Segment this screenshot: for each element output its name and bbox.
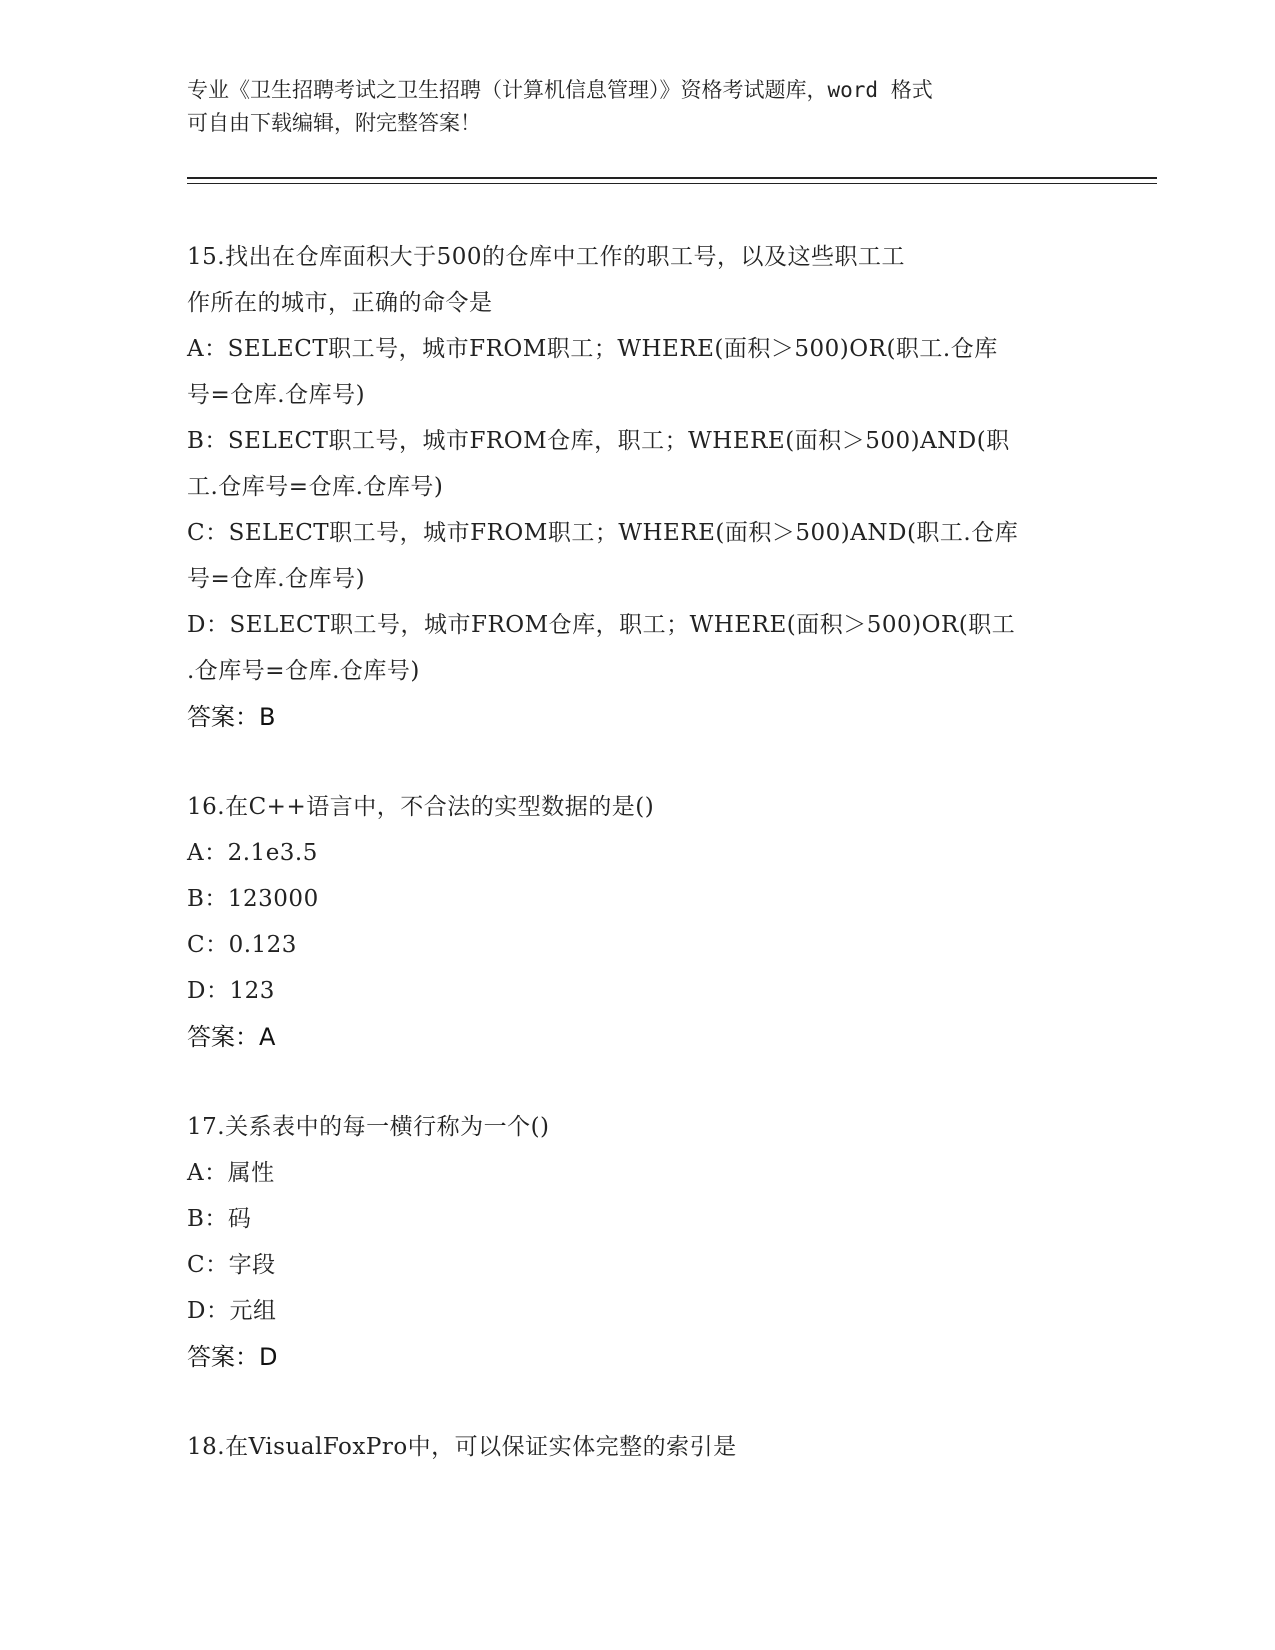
question-16 [187, 784, 1087, 1060]
option-a: A：SELECT职工号，城市FROM职工；WHERE(面积＞500)OR(职工.仓库 [187, 336, 998, 362]
header-line-2: 可自由下载编辑，附完整答案！ [187, 111, 481, 135]
option-c-continued: 号=仓库.仓库号) [187, 566, 366, 592]
option-b: B：123000 [187, 886, 319, 912]
option-b: B：码 [187, 1206, 252, 1232]
question-stem-line: 17.关系表中的每一横行称为一个() [187, 1114, 550, 1140]
option-c: C：SELECT职工号，城市FROM职工；WHERE(面积＞500)AND(职工.仓库 [187, 520, 1019, 546]
option-a: A：属性 [187, 1160, 275, 1186]
question-stem-line: 作所在的城市，正确的命令是 [187, 290, 493, 316]
document-header [187, 74, 1087, 140]
option-b-continued: 工.仓库号=仓库.仓库号) [187, 474, 444, 500]
option-b: B：SELECT职工号，城市FROM仓库，职工；WHERE(面积＞500)AND(职 [187, 428, 1010, 454]
answer-label: 答案：D [187, 1343, 278, 1371]
question-stem-line: 15.找出在仓库面积大于500的仓库中工作的职工号，以及这些职工工 [187, 244, 905, 270]
option-c: C：0.123 [187, 932, 297, 958]
answer-label: 答案：B [187, 703, 276, 731]
question-stem-line: 16.在C++语言中，不合法的实型数据的是() [187, 794, 655, 820]
question-18 [187, 1424, 1087, 1470]
header-line-1: 专业《卫生招聘考试之卫生招聘（计算机信息管理）》资格考试题库，word 格式 [187, 78, 933, 102]
question-17 [187, 1104, 1087, 1380]
option-d-continued: .仓库号=仓库.仓库号) [187, 658, 420, 684]
header-divider-thick [187, 177, 1157, 179]
question-15 [187, 234, 1087, 740]
header-divider-thin [187, 183, 1157, 184]
answer-label: 答案：A [187, 1023, 276, 1051]
option-d: D：123 [187, 978, 275, 1004]
option-a: A：2.1e3.5 [187, 840, 318, 866]
option-c: C：字段 [187, 1252, 276, 1278]
option-d: D：元组 [187, 1298, 277, 1324]
question-list [187, 234, 1087, 1514]
question-stem-line: 18.在VisualFoxPro中，可以保证实体完整的索引是 [187, 1434, 737, 1460]
option-d: D：SELECT职工号，城市FROM仓库，职工；WHERE(面积＞500)OR(职工 [187, 612, 1016, 638]
option-a-continued: 号=仓库.仓库号) [187, 382, 366, 408]
